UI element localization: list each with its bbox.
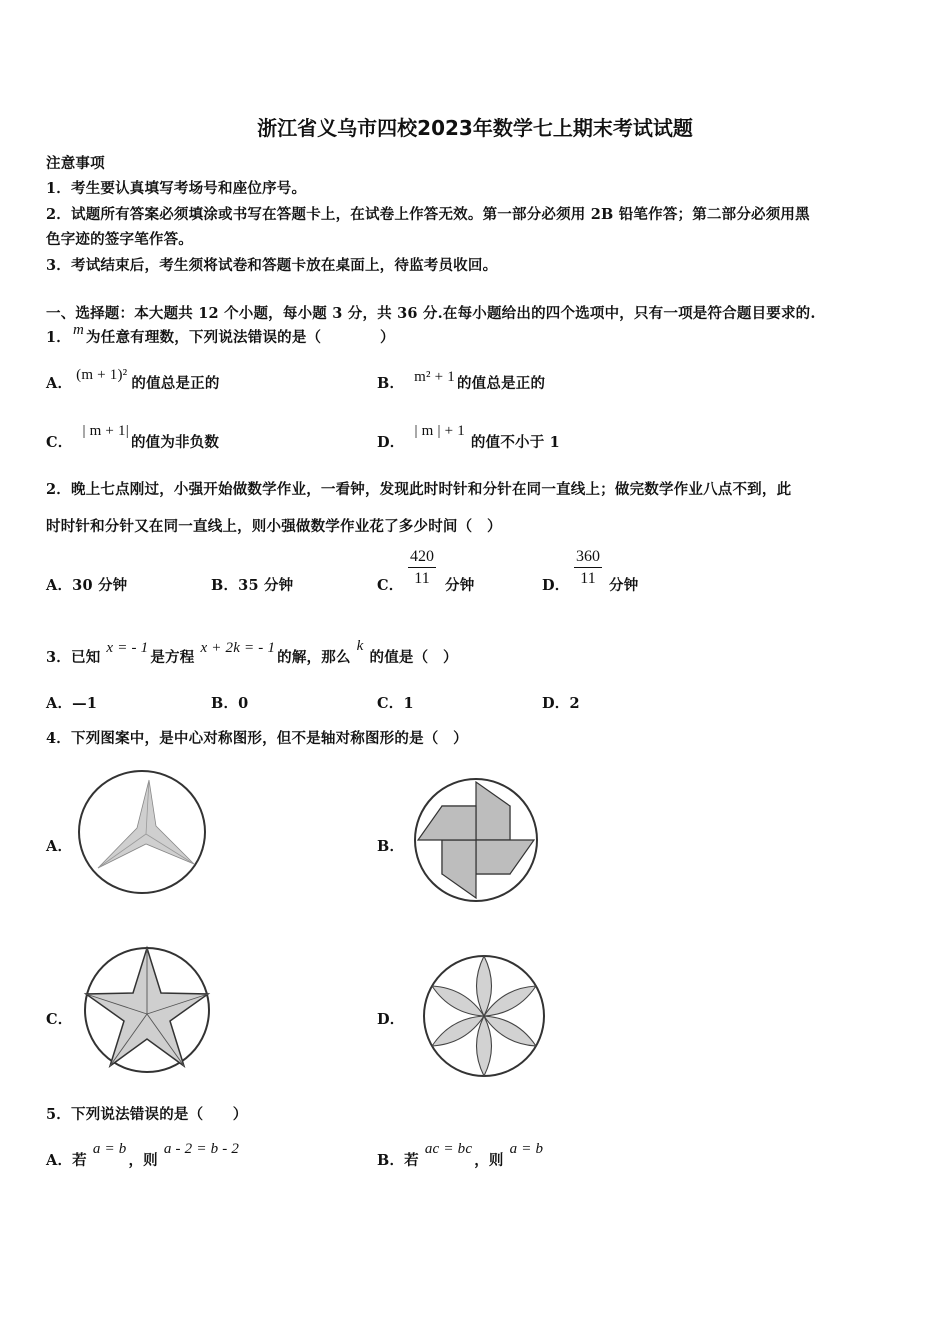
q5-option-a: A．若a = b，则a - 2 = b - 2 (46, 1141, 240, 1169)
notice-item-2-cont: 色字迹的签字笔作答。 (46, 231, 193, 248)
q2-option-d: D． (542, 577, 570, 594)
q2-option-c-fraction: $\frac{420}{11}$ (410, 548, 434, 587)
q3-option-a: A．—1 (46, 695, 98, 712)
q1-option-c: C．| m + 1|的值为非负数 (46, 423, 220, 451)
q2-line-2: 时时针和分针又在同一直线上，则小强做数学作业花了多少时间（ ） (46, 518, 502, 535)
notice-heading: 注意事项 (46, 155, 105, 172)
q1-option-d: D．| m | + 1的值不小于 1 (377, 423, 560, 451)
q2-option-d-fraction: $\frac{360}{11}$ (576, 548, 600, 587)
q1-option-a: A． (m + 1)² 的值总是正的 (46, 367, 220, 392)
q2-option-c-unit: 分钟 (445, 577, 475, 594)
q2-option-b: B．35 分钟 (211, 577, 294, 594)
q3-option-c: C．1 (377, 695, 414, 712)
six-petal-flower-icon (420, 952, 548, 1080)
q3-option-d: D．2 (542, 695, 580, 712)
q5-stem: 5．下列说法错误的是（ ） (46, 1106, 248, 1123)
page-title: 浙江省义乌市四校2023年数学七上期末考试试题 (257, 116, 693, 140)
notice-item-3: 3．考试结束后，考生须将试卷和答题卡放在桌面上，待监考员收回。 (46, 257, 498, 274)
q1-option-b: B． m² + 1 的值总是正的 (377, 369, 546, 392)
notice-item-1: 1．考生要认真填写考场号和座位序号。 (46, 180, 307, 197)
q3-option-b: B．0 (211, 695, 249, 712)
pinwheel-icon (412, 776, 540, 904)
section-heading: 一、选择题：本大题共 12 个小题，每小题 3 分，共 36 分.在每小题给出的四个选项中，只有一项是符合题目要求的. (46, 305, 816, 322)
q2-option-d-unit: 分钟 (609, 577, 639, 594)
q4-option-d-label: D． (377, 1011, 405, 1028)
three-blade-star-icon (76, 768, 210, 896)
q2-option-c: C． (377, 577, 404, 594)
q2-option-a: A．30 分钟 (46, 577, 128, 594)
five-point-star-icon (82, 944, 212, 1074)
q4-option-c-label: C． (46, 1011, 73, 1028)
notice-item-2: 2．试题所有答案必须填涂或书写在答题卡上，在试卷上作答无效。第一部分必须用 2B 铅笔作答；第二部分必须用黑 (46, 206, 810, 223)
q4-stem: 4．下列图案中，是中心对称图形，但不是轴对称图形的是（ ） (46, 730, 468, 747)
q3-stem: 3．已知x = - 1是方程x + 2k = - 1的解，那么k的值是（ ） (46, 638, 458, 666)
q1-stem: 1． m 为任意有理数，下列说法错误的是（ ） (46, 322, 395, 346)
q4-option-b-label: B． (377, 838, 405, 855)
q5-option-b: B．若ac = bc，则a = b (377, 1141, 544, 1169)
q2-line-1: 2．晚上七点刚过，小强开始做数学作业，一看钟，发现此时时针和分针在同一直线上；做完数学作业八点不到，此 (46, 481, 792, 498)
q4-option-a-label: A． (46, 838, 73, 855)
